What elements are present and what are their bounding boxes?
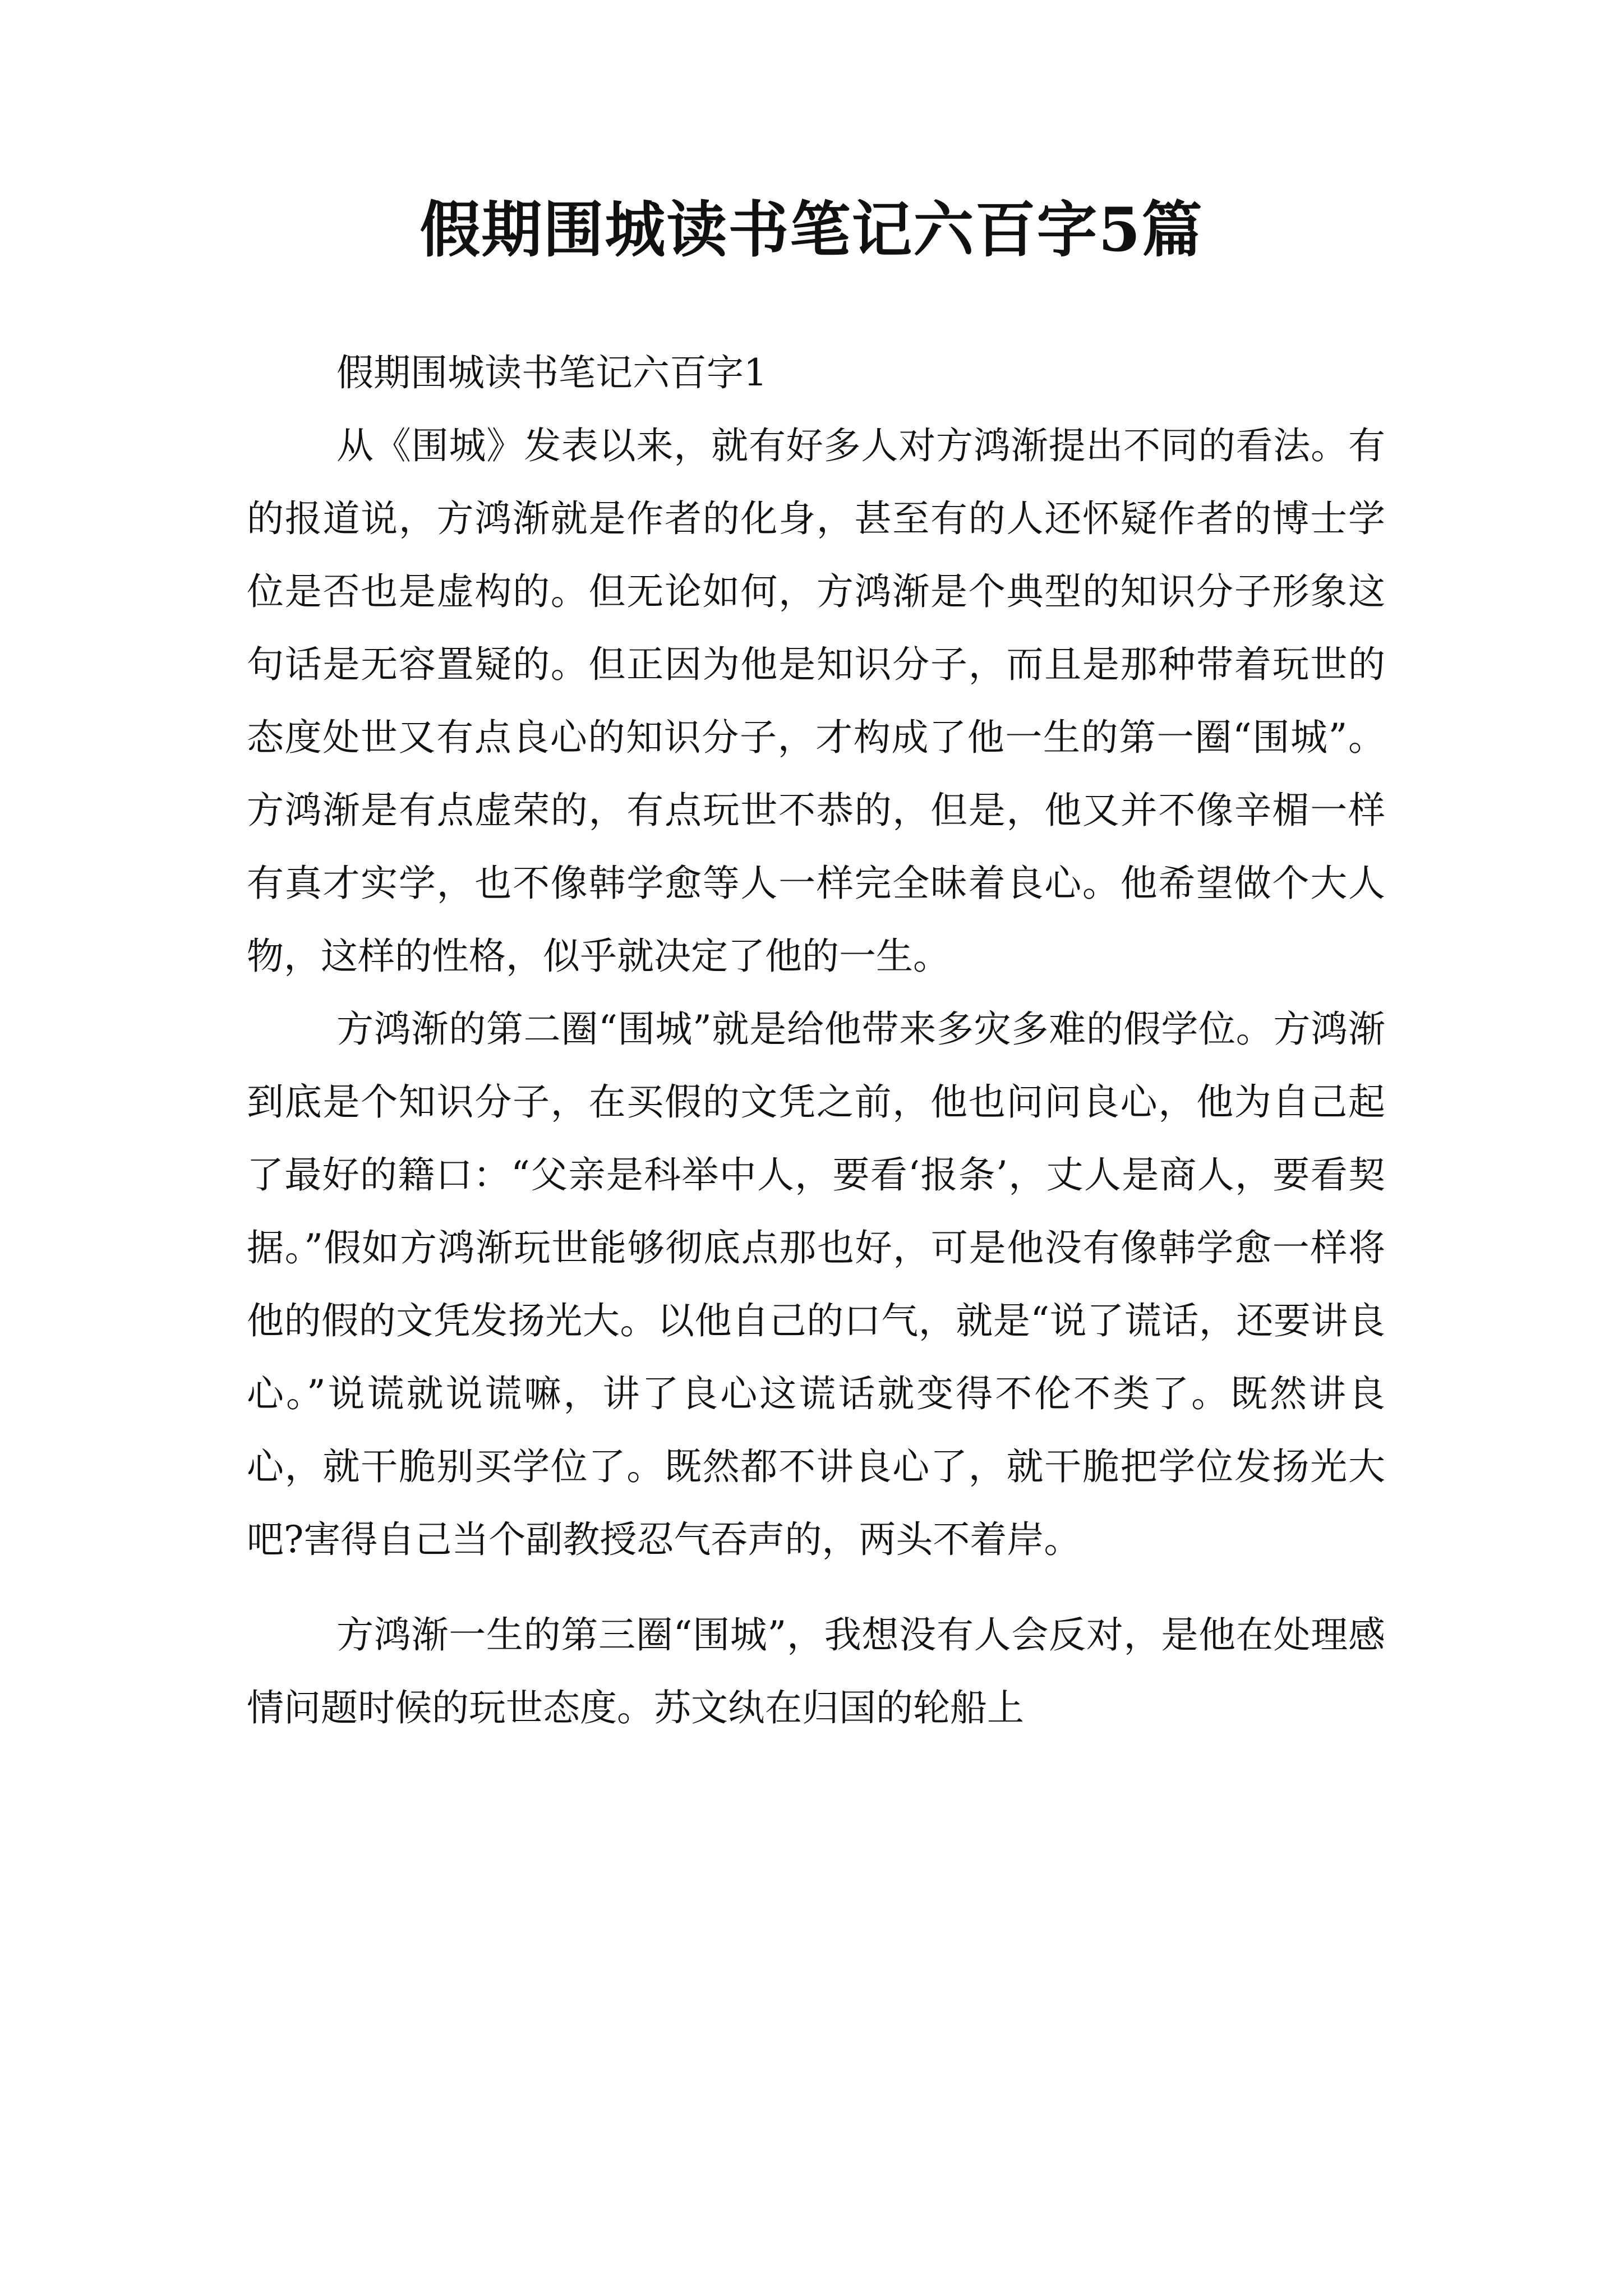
document-title: 假期围城读书笔记六百字5篇 — [419, 195, 1204, 265]
paragraph-2: 方鸿渐的第二圈“围城”就是给他带来多灾多难的假学位。方鸿渐到底是个知识分子，在买假的文凭之前，他也问问良心，他为自己起了最好的籍口：“父亲是科举中人，要看‘报条’，丈人是商人，要看契据。”假如方鸿渐玩世能够彻底点那也好，可是他没有像韩学愈一样将他的假的文凭发扬光大。以他自己的口气，就是“说了谎话，还要讲良心。”说谎就说谎嘛，讲了良心这谎话就变得不伦不类了。既然讲良心，就干脆别买学位了。既然都不讲良心了，就干脆把学位发扬光大吧?害得自己当个副教授忍气吞声的，两头不着岸。 — [247, 1007, 1385, 1561]
paragraph-3: 方鸿渐一生的第三圈“围城”，我想没有人会反对，是他在处理感情问题时候的玩世态度。苏文纨在归国的轮船上 — [247, 1613, 1385, 1729]
document-body — [247, 337, 1385, 1745]
section-heading: 假期围城读书笔记六百字1 — [336, 351, 767, 394]
paragraph-1: 从《围城》发表以来，就有好多人对方鸿渐提出不同的看法。有的报道说，方鸿渐就是作者的化身，甚至有的人还怀疑作者的博士学位是否也是虚构的。但无论如何，方鸿渐是个典型的知识分子形象这句话是无容置疑的。但正因为他是知识分子，而且是那种带着玩世的态度处世又有点良心的知识分子，才构成了他一生的第一圈“围城”。方鸿渐是有点虚荣的，有点玩世不恭的，但是，他又并不像辛楣一样有真才实学，也不像韩学愈等人一样完全昧着良心。他希望做个大人物，这样的性格，似乎就决定了他的一生。 — [247, 424, 1385, 978]
